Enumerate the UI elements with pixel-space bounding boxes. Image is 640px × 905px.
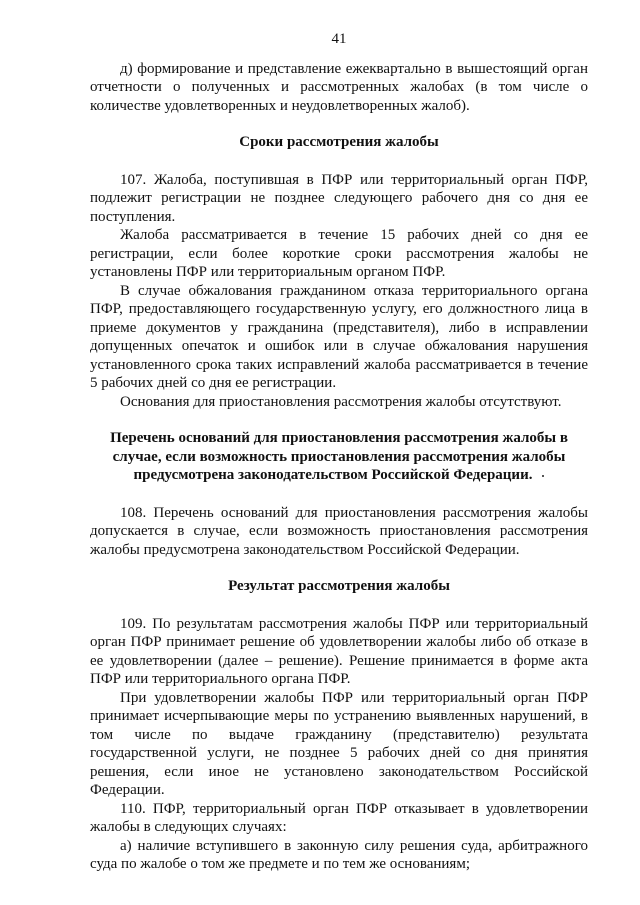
paragraph-d-reporting: д) формирование и представление ежеквартально в вышестоящий орган отчетности о полученных и рассмотренных жалобах (в том числе о количестве удовлетворенных и неудовлетворенных жалоб). [90,60,588,114]
heading-review-terms: Сроки рассмотрения жалобы [239,134,439,150]
paragraph-108: 108. Перечень оснований для приостановления рассмотрения жалобы допускается в случае, если возможность приостановления рассмотрения жалобы предусмотрена законодательством Российской Федерации. [90,504,588,558]
paragraph-no-suspension: Основания для приостановления рассмотрения жалобы отсутствуют. [120,393,562,410]
paragraph-110: 110. ПФР, территориальный орган ПФР отказывает в удовлетворении жалобы в следующих случаях: [90,800,588,835]
paragraph-107: 107. Жалоба, поступившая в ПФР или территориальный орган ПФР, подлежит регистрации не позднее следующего рабочего дня со дня ее поступления. [90,171,588,225]
paragraph-a-court-decision: а) наличие вступившего в законную силу решения суда, арбитражного суда по жалобе о том же предмете и по тем же основаниям; [90,837,588,872]
paragraph-satisfaction-measures: При удовлетворении жалобы ПФР или территориальный орган ПФР принимает исчерпывающие меры по устранению выявленных нарушений, в том числе по выдаче гражданину (представителю) результата государственной услуги, не позднее 5 рабочих дней со дня принятия решения, если иное не установлено законодательством Российской Федерации. [90,689,588,798]
paragraph-5-days: В случае обжалования гражданином отказа территориального органа ПФР, предоставляющего государственную услугу, его должностного лица в приеме документов у гражданина (представителя), либо в исправлении допущенных опечаток и ошибок или в случае обжалования нарушения установленного срока таких исправлений жалоба рассматривается в течение 5 рабочих дней со дня ее регистрации. [90,282,588,391]
page-number: 41 [331,31,347,47]
heading-suspension-grounds-text: Перечень оснований для приостановления рассмотрения жалобы в случае, если возможность приостановления рассмотрения жалобы предусмотрена законодательством Российской Федерации. [110,430,568,483]
paragraph-109: 109. По результатам рассмотрения жалобы ПФР или территориальный орган ПФР принимает решение об удовлетворении жалобы либо об отказе в ее удовлетворении (далее – решение). Решение принимается в форме акта ПФР или территориального органа ПФР. [90,615,588,687]
heading-suspension-grounds [90,429,588,485]
paragraph-15-days: Жалоба рассматривается в течение 15 рабочих дней со дня ее регистрации, если более короткие сроки рассмотрения жалобы не установлены ПФР или территориальным органом ПФР. [90,227,588,280]
heading-review-result: Результат рассмотрения жалобы [228,578,450,594]
scan-speck [542,475,544,477]
